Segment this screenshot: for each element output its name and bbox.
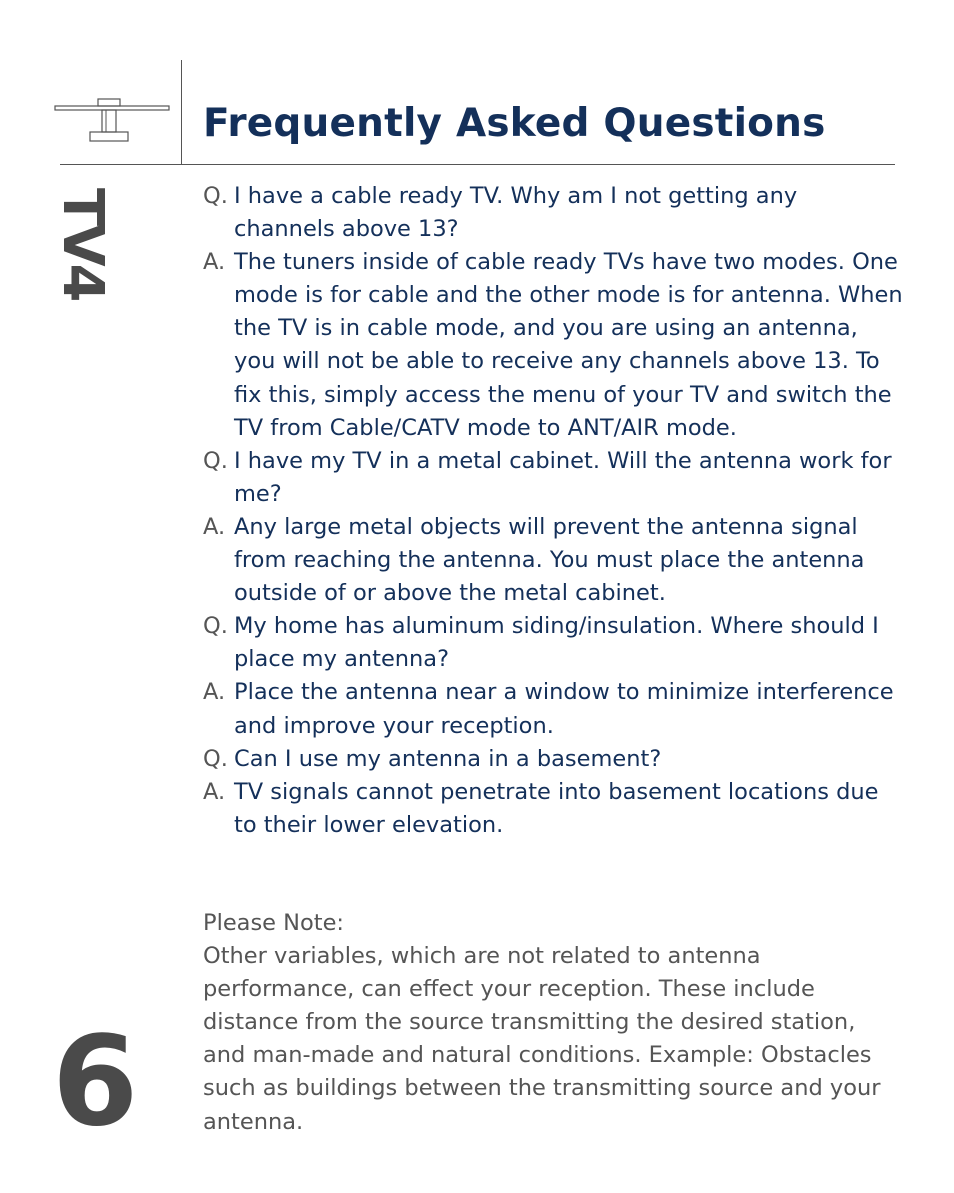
note-body: Other variables, which are not related to antenna performance, can effect your reception. These include distance from the source transmitting the desired station, and man-made and natural conditions. Example: Obstacles such as buildings between the transmitting source and your antenna. [203,943,881,1135]
question-text: I have my TV in a metal cabinet. Will the antenna work for me? [234,447,892,507]
answer-prefix: A. [203,679,226,706]
answer-prefix: A. [203,513,226,540]
faq-question [203,445,903,511]
answer-text: The tuners inside of cable ready TVs have two modes. One mode is for cable and the other mode is for antenna. When the TV is in cable mode, and you are using an antenna, you will not be able to receive any channels above 13. To fix this, simply access the menu of your TV and switch the TV from Cable/CATV mode to ANT/AIR mode. [234,249,903,441]
faq-question [203,743,903,776]
faq-answer [203,511,903,610]
note-section [203,907,903,1139]
answer-text: Place the antenna near a window to minimize interference and improve your reception. [234,679,894,739]
question-prefix: Q. [203,745,228,772]
answer-prefix: A. [203,249,226,276]
question-prefix: Q. [203,613,228,640]
question-prefix: Q. [203,447,228,474]
header-divider-horizontal [60,164,895,165]
answer-prefix: A. [203,778,226,805]
header-divider-vertical [181,60,182,164]
antenna-icon [54,96,172,146]
question-prefix: Q. [203,183,228,209]
question-text: Can I use my antenna in a basement? [234,745,662,772]
note-title: Please Note: [203,910,345,936]
question-text: I have a cable ready TV. Why am I not getting any channels above 13? [234,183,798,243]
faq-answer [203,776,903,842]
page-title: Frequently Asked Questions [203,101,826,146]
faq-answer [203,246,903,445]
faq-answer [203,676,903,742]
faq-list [203,180,903,842]
page-number: 6 [52,1010,139,1154]
brand-logo-text: TV4 [50,188,115,300]
question-text: My home has aluminum siding/insulation. Where should I place my antenna? [234,613,879,673]
answer-text: TV signals cannot penetrate into basement locations due to their lower elevation. [234,778,879,838]
faq-question [203,610,903,676]
answer-text: Any large metal objects will prevent the antenna signal from reaching the antenna. You must place the antenna outside of or above the metal cabinet. [234,513,865,607]
faq-question [203,180,903,246]
